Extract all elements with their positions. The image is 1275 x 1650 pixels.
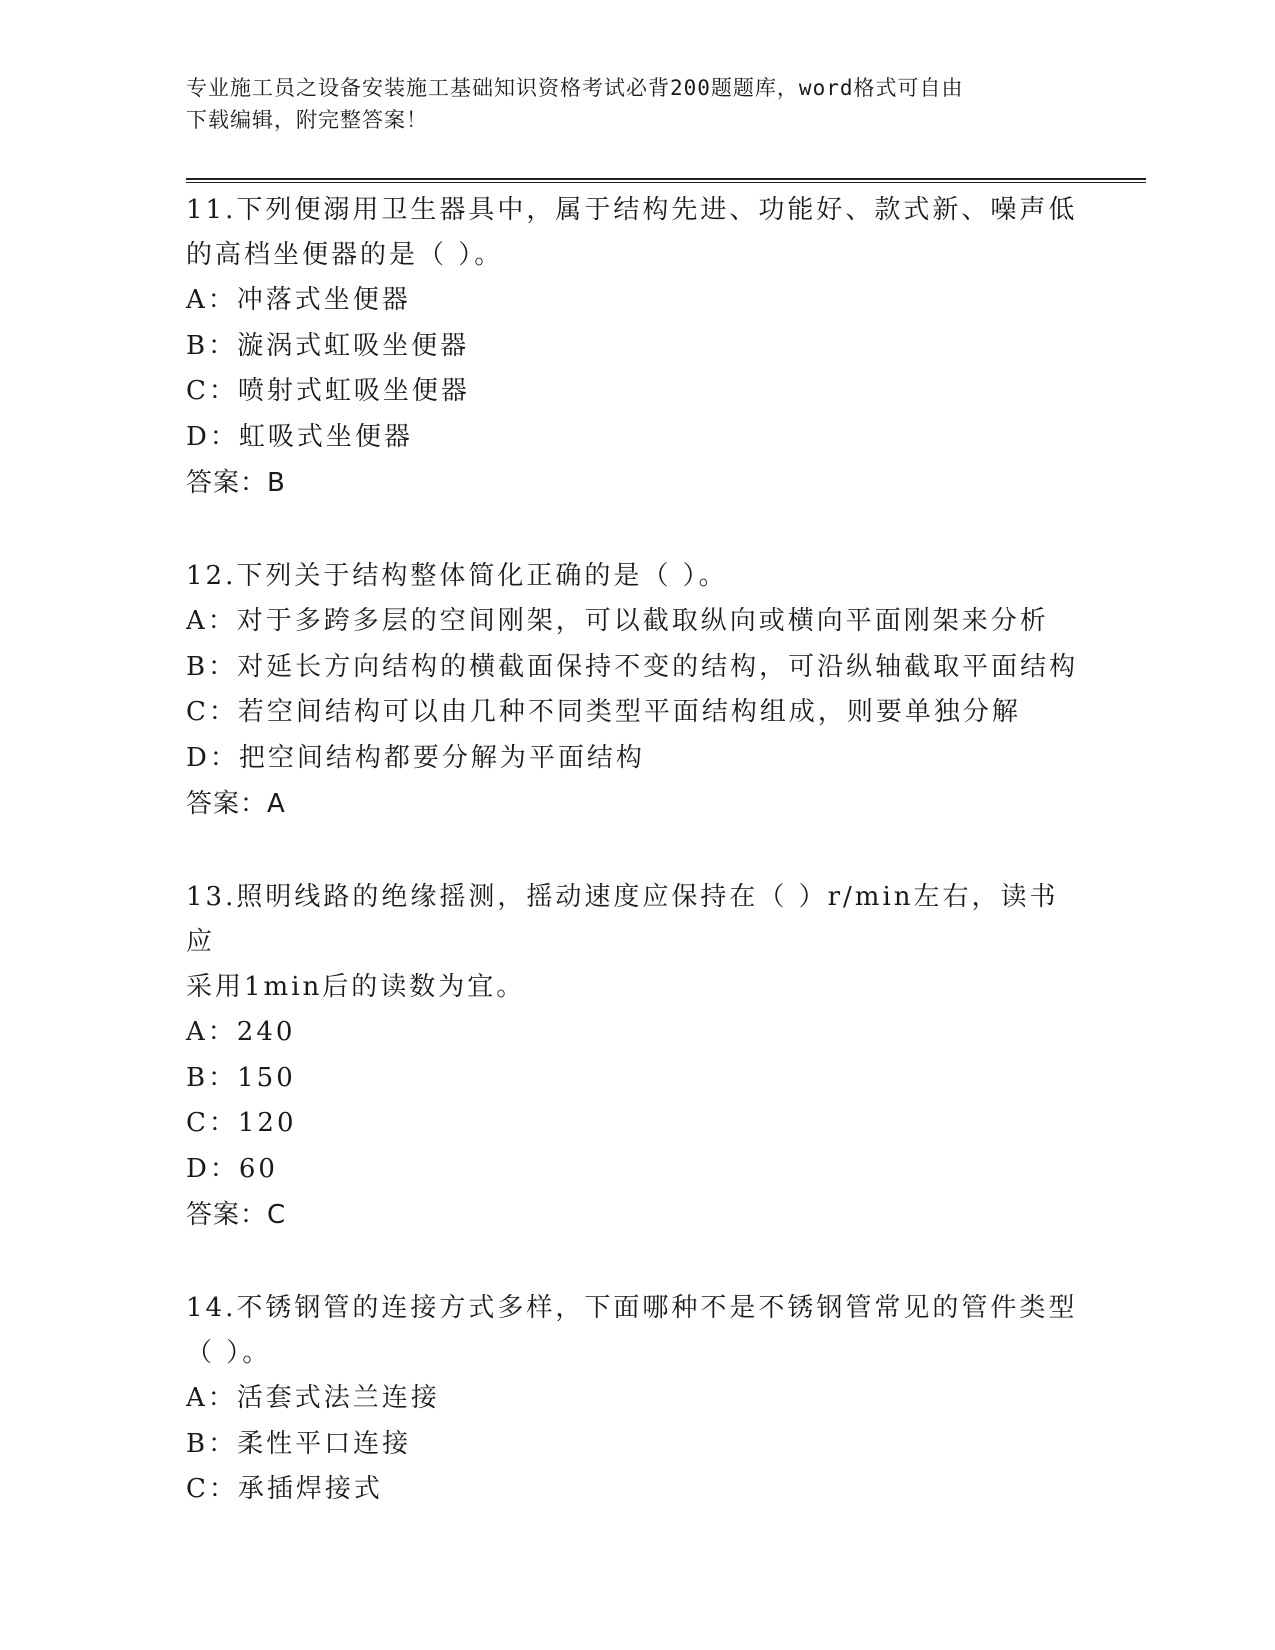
document-header [186,72,1066,136]
question-stem-line: 12.下列关于结构整体简化正确的是（ ）。 [186,561,728,591]
question-stem-line: 采用1min后的读数为宜。 [186,972,526,1002]
option-d: D：虹吸式坐便器 [186,421,413,452]
question-12 [186,554,1086,827]
option-a: A：对于多跨多层的空间刚架，可以截取纵向或横向平面刚架来分析 [186,606,1049,636]
question-stem-line: 14.不锈钢管的连接方式多样，下面哪种不是不锈钢管常见的管件类型 [186,1293,1078,1323]
question-14 [186,1286,1086,1513]
option-d: D：把空间结构都要分解为平面结构 [186,742,645,773]
option-c: C：喷射式虹吸坐便器 [186,376,470,406]
option-b: B：柔性平口连接 [186,1428,412,1459]
option-d: D：60 [186,1153,278,1184]
option-b: B：对延长方向结构的横截面保持不变的结构，可沿纵轴截取平面结构 [186,651,1079,682]
option-c: C：若空间结构可以由几种不同类型平面结构组成，则要单独分解 [186,697,1021,727]
question-stem-line: 的高档坐便器的是（ ）。 [186,240,504,270]
header-line-2: 下载编辑，附完整答案！ [186,108,428,132]
question-13 [186,875,1086,1238]
question-stem-line: 11.下列便溺用卫生器具中，属于结构先进、功能好、款式新、噪声低 [186,195,1078,225]
answer-line: 答案：A [186,789,286,819]
option-c: C：120 [186,1108,297,1138]
answer-line: 答案：B [186,468,286,498]
option-b: B：漩涡式虹吸坐便器 [186,330,470,361]
option-a: A：冲落式坐便器 [186,285,411,315]
option-c: C：承插焊接式 [186,1474,383,1504]
question-stem-line: 13.照明线路的绝缘摇测，摇动速度应保持在（ ）r/min左右，读书应 [186,882,1059,957]
option-b: B：150 [186,1062,296,1093]
header-rule-thick [186,178,1146,180]
question-stem-line: （ ）。 [186,1338,272,1368]
option-a: A：240 [186,1017,296,1047]
header-rule-thin [186,182,1146,183]
question-11 [186,188,1086,506]
question-list [186,188,1086,1561]
answer-line: 答案：C [186,1200,287,1230]
option-a: A：活套式法兰连接 [186,1383,440,1413]
header-line-1: 专业施工员之设备安装施工基础知识资格考试必背200题题库，word格式可自由 [186,76,964,100]
